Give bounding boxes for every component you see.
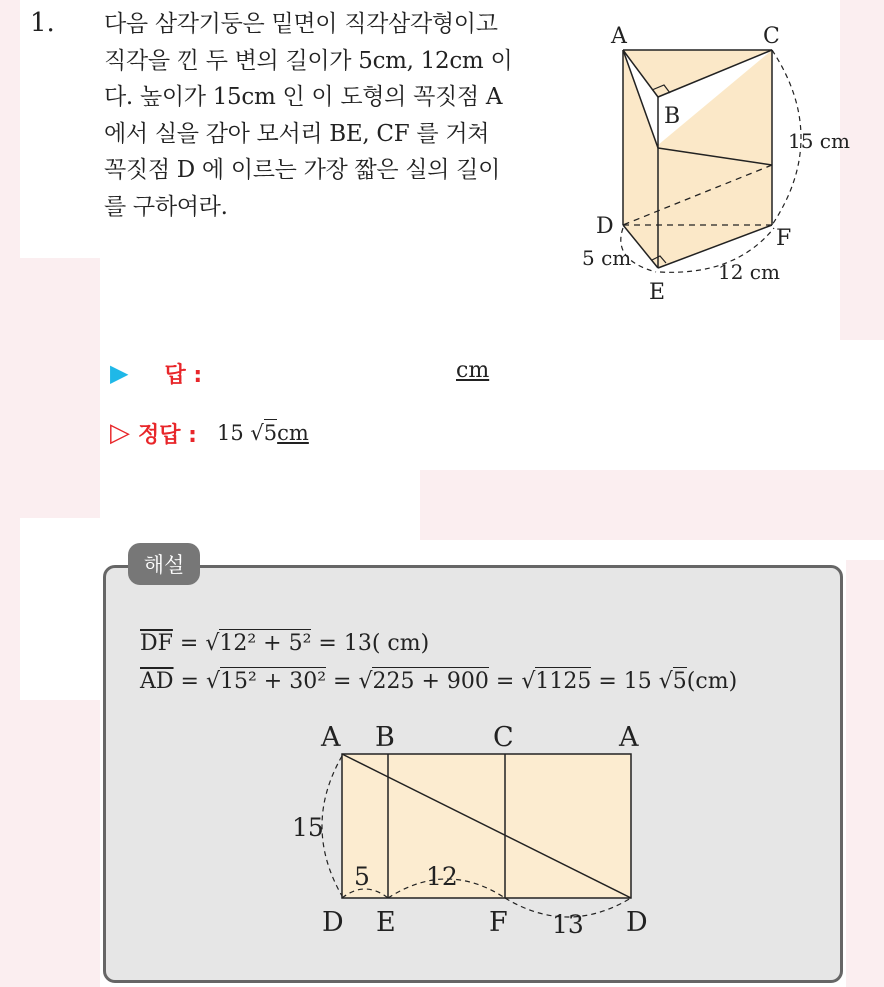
solution-line-2: $\overline{AD} = √15^2 + 30^2 = √225 + 900 = √1125 = 15$ √5(cm) — [140, 669, 738, 694]
correct-answer-value: 15 √5cm — [216, 421, 309, 445]
net-bottom-label-f: F — [489, 907, 508, 938]
correct-answer-row — [110, 415, 309, 451]
problem-line: 에서 실을 감아 모서리 BE, CF 를 거쳐 — [104, 120, 490, 147]
net-figure — [270, 715, 670, 945]
prism-edge-de-label: 5 cm — [582, 246, 632, 270]
answer-arrow-icon: ▶ — [110, 359, 129, 387]
prism-label-b: B — [664, 104, 681, 129]
problem-line: 다음 삼각기둥은 밑면이 직각삼각형이고 — [104, 11, 498, 37]
prism-edge-ef-label: 12 cm — [718, 260, 780, 284]
prism-label-a: A — [611, 24, 627, 49]
answer-label: 답 : — [164, 362, 203, 388]
background-block — [0, 700, 100, 987]
prism-height-label: 15 cm — [788, 129, 850, 153]
net-top-label-c: C — [493, 722, 514, 753]
net-de-label: 5 — [354, 862, 370, 891]
background-block — [846, 560, 884, 987]
prism-label-f: F — [776, 226, 792, 251]
answer-unit: cm — [456, 358, 490, 383]
solution-tag: 해설 — [128, 543, 200, 585]
problem-line: 직각을 낀 두 변의 길이가 5cm, 12cm 이 — [104, 47, 513, 74]
net-ef-label: 12 — [426, 862, 458, 891]
net-height-label: 15 — [292, 813, 324, 842]
background-block — [420, 470, 884, 540]
problem-text — [104, 6, 559, 225]
solution-line-1: $\overline{DF} = √12^2 + 5^2 = 13$( cm) — [140, 631, 430, 656]
net-bottom-label-d2: D — [626, 907, 648, 938]
prism-label-d: D — [596, 214, 614, 239]
net-bottom-label-e: E — [376, 907, 396, 938]
problem-line: 다. 높이가 15cm 인 이 도형의 꼭짓점 A — [104, 84, 503, 110]
correct-answer-arrow-icon: ▷ — [110, 418, 130, 448]
net-top-label-a2: A — [619, 722, 639, 753]
net-top-label-a: A — [321, 722, 341, 753]
problem-line: 를 구하여라. — [104, 193, 228, 220]
problem-number: 1. — [30, 8, 55, 38]
prism-label-e: E — [649, 280, 666, 305]
prism-figure — [570, 10, 870, 310]
net-fd-label: 13 — [552, 910, 584, 939]
prism-label-c: C — [763, 24, 780, 49]
problem-line: 꼭짓점 D 에 이르는 가장 짧은 실의 길이 — [104, 157, 500, 183]
net-top-label-b: B — [375, 722, 395, 753]
background-block — [0, 258, 100, 518]
correct-answer-label: 정답 : — [138, 422, 197, 448]
answer-row — [110, 355, 202, 391]
net-bottom-label-d: D — [322, 907, 344, 938]
